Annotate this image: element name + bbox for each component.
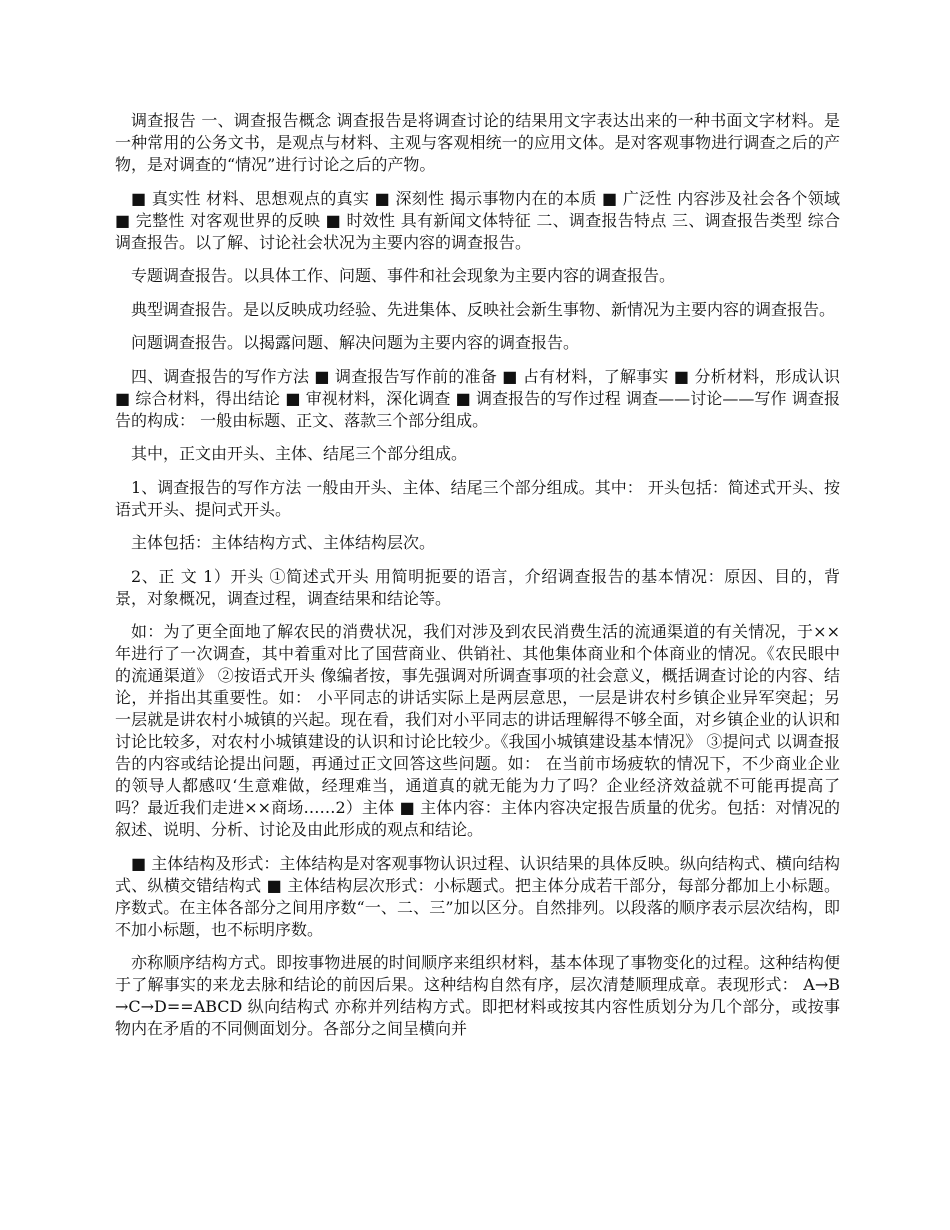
paragraph: 亦称顺序结构方式。即按事物进展的时间顺序来组织材料，基本体现了事物变化的过程。这种结构便于了解事实的来龙去脉和结论的前因后果。这种结构自然有序，层次清楚顺理成章。表现形式： A→B→C→D==ABCD 纵向结构式 亦称并列结构方式。即把材料或按其内容性质划分为几个部分，或按事物内在矛盾的不同侧面划分。各部分之间呈横向并	[115, 953, 840, 1038]
paragraph: 四、调查报告的写作方法 ■ 调查报告写作前的准备 ■ 占有材料，了解事实 ■ 分析材料，形成认识 ■ 综合材料，得出结论 ■ 审视材料，深化调查 ■ 调查报告的写作过程 调查——讨论——写作 调查报告的构成： 一般由标题、正文、落款三个部分组成。	[115, 366, 840, 430]
paragraph: ■ 主体结构及形式：主体结构是对客观事物认识过程、认识结果的具体反映。纵向结构式、横向结构式、纵横交错结构式 ■ 主体结构层次形式：小标题式。把主体分成若干部分，每部分都加上小标题。序数式。在主体各部分之间用序数“一、二、三”加以区分。自然排列。以段落的顺序表示层次结构，即不加小标题，也不标明序数。	[115, 853, 840, 939]
paragraph: 如：为了更全面地了解农民的消费状况，我们对涉及到农民消费生活的流通渠道的有关情况，于××年进行了一次调查，其中着重对比了国营商业、供销社、其他集体商业和个体商业的情况。《农民眼中的流通渠道》 ②按语式开头 像编者按，事先强调对所调查事项的社会意义，概括调查讨论的内容、结论，并指出其重要性。如： 小平同志的讲话实际上是两层意思，一层是讲农村乡镇企业异军突起；另一层就是讲农村小城镇的兴起。现在看，我们对小平同志的讲话理解得不够全面，对乡镇企业的认识和讨论比较多，对农村小城镇建设的认识和讨论比较少。《我国小城镇建设基本情况》 ③提问式 以调查报告的内容或结论提出问题，再通过正文回答这些问题。如： 在当前市场疲软的情况下，不少商业企业的领导人都感叹‘生意难做，经理难当，通道真的就无能为力了吗？企业经济效益就不可能再提高了吗？最近我们走进××商场……2）主体 ■ 主体内容：主体内容决定报告质量的优劣。包括：对情况的叙述、说明、分析、讨论及由此形成的观点和结论。	[115, 622, 840, 839]
paragraph: 问题调查报告。以揭露问题、解决问题为主要内容的调查报告。	[131, 333, 580, 352]
paragraph: 典型调查报告。是以反映成功经验、先进集体、反映社会新生事物、新情况为主要内容的调查报告。	[131, 299, 836, 319]
paragraph: 2、正 文 1）开头 ①简述式开头 用简明扼要的语言，介绍调查报告的基本情况：原因、目的，背景，对象概况，调查过程，调查结果和结论等。	[115, 566, 840, 608]
paragraph: 主体包括：主体结构方式、主体结构层次。	[131, 533, 436, 552]
paragraph: 调查报告 一、调查报告概念 调查报告是将调查讨论的结果用文字表达出来的一种书面文字材料。是一种常用的公务文书，是观点与材料、主观与客观相统一的应用文体。是对客观事物进行调查之后的产物，是对调查的“情况”进行讨论之后的产物。	[115, 111, 840, 174]
paragraph: ■ 真实性 材料、思想观点的真实 ■ 深刻性 揭示事物内在的本质 ■ 广泛性 内容涉及社会各个领域 ■ 完整性 对客观世界的反映 ■ 时效性 具有新闻文体特征 二、调查报告特点 三、调查报告类型 综合调查报告。以了解、讨论社会状况为主要内容的调查报告。	[115, 188, 840, 252]
document-page	[115, 110, 840, 1052]
paragraph: 专题调查报告。以具体工作、问题、事件和社会现象为主要内容的调查报告。	[131, 266, 676, 285]
paragraph: 其中，正文由开头、主体、结尾三个部分组成。	[131, 444, 468, 463]
paragraph: 1、调查报告的写作方法 一般由开头、主体、结尾三个部分组成。其中： 开头包括：简述式开头、按语式开头、提问式开头。	[115, 477, 840, 519]
